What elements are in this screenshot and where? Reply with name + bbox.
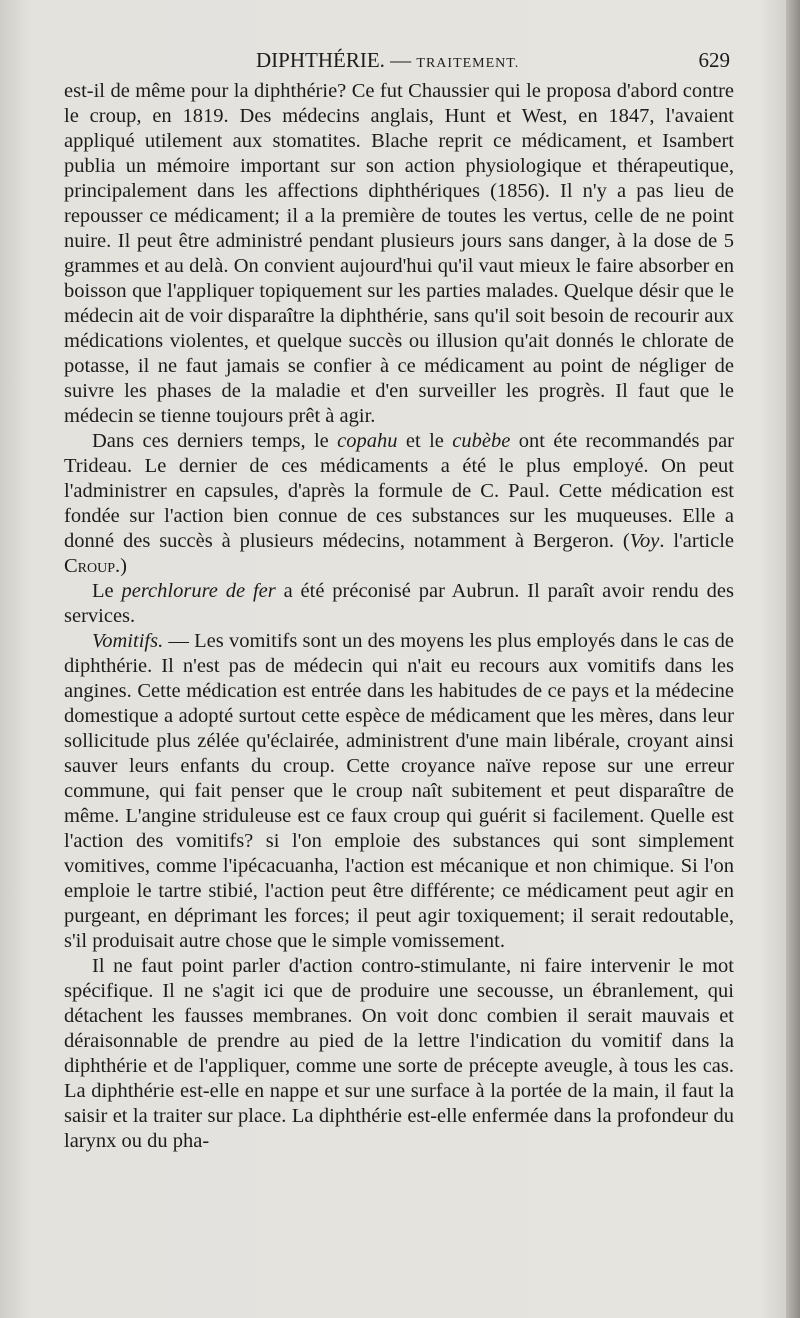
page-number: 629 <box>698 48 730 72</box>
italic-term: cubèbe <box>452 430 511 452</box>
smallcaps-reference: Croup <box>64 555 116 577</box>
running-header <box>64 44 730 76</box>
paragraph-perchlorure <box>64 579 734 629</box>
text-run: Le <box>92 580 122 602</box>
text-run: .) <box>115 555 127 577</box>
paragraph-copahu <box>64 429 734 579</box>
italic-term: perchlorure de fer <box>121 580 276 602</box>
text-run: — Les vomitifs sont un des moyens les plus employés dans le cas de diphthérie. Il n'est pas de médecin qui n'ait eu recours aux vomitifs dans les angines. Cette médication est entrée dans les habitudes de ce pays et la médecine domestique a adopté surtout cette espèce de médicament que les mères, dans leur sollicitude plus zélée qu'éclairée, administrent d'une main libérale, croyant ainsi sauver leurs enfants du croup. Cette croyance naïve repose sur une erreur commune, qui fait penser que le croup naît subitement et peut disparaître de même. L'angine striduleuse est ce faux croup qui guérit si facilement. Quelle est l'action des vomitifs? si l'on emploie des substances qui sont simplement vomitives, comme l'ipécacuanha, l'action est mécanique et non chimique. Si l'on emploie le tartre stibié, l'action peut être différente; ce médicament peut agir en purgeant, en déprimant les forces; il peut agir toxiquement; il serait redoutable, s'il produisait autre chose que le simple vomissement. <box>64 630 734 952</box>
text-run: et le <box>397 430 453 452</box>
header-title: DIPHTHÉRIE. <box>256 48 385 72</box>
text-run: a été préconisé par Aubrun. Il paraît avoir rendu des services. <box>64 580 734 627</box>
header-title-group <box>256 44 519 80</box>
body-text <box>64 79 734 1154</box>
page-edge-shadow <box>786 0 800 1318</box>
paragraph-vomitifs <box>64 629 734 954</box>
text-run: ont éte recommandés par Trideau. Le dernier de ces médicaments a été le plus employé. On peut l'administrer en capsules, d'après la formule de C. Paul. Cette médication est fondée sur l'action bien connue de ces substances sur les muqueuses. Elle a donné des succès à plusieurs médecins, notamment à Bergeron. ( <box>64 430 735 552</box>
paragraph-chlorate <box>64 79 734 429</box>
header-section: TRAITEMENT. <box>416 56 520 71</box>
paragraph-contro-stimulante <box>64 954 734 1154</box>
text-run: . l'article <box>659 530 734 552</box>
paragraph-text: Il ne faut point parler d'action contro-stimulante, ni faire intervenir le mot spécifique. Il ne s'agit ici que de produire une secousse, un ébranlement, qui détachent les fausses membranes. On voit donc combien il serait mauvais et déraisonnable de prendre au pied de la lettre l'indication du vomitif dans la diphthérie et de l'appliquer, comme une sorte de précepte aveugle, à tous les cas. La diphthérie est-elle en nappe et sur une surface à la portée de la main, il faut la saisir et la traiter sur place. La diphthérie est-elle enfermée dans la profondeur du larynx ou du pha- <box>64 955 734 1152</box>
italic-term: Voy <box>629 530 660 552</box>
paragraph-text: est-il de même pour la diphthérie? Ce fut Chaussier qui le proposa d'abord contre le croup, en 1819. Des médecins anglais, Hunt et West, en 1847, l'avaient appliqué utilement aux stomatites. Blache reprit ce médicament, et Isambert publia un mémoire important sur son action physiologique et thérapeutique, principalement dans les affections diphthériques (1856). Il n'y a pas lieu de repousser ce médicament; il a la première de toutes les vertus, celle de ne point nuire. Il peut être administré pendant plusieurs jours sans danger, à la dose de 5 grammes et au delà. On convient aujourd'hui qu'il vaut mieux le faire absorber en boisson que l'appliquer topiquement sur les parties malades. Quelque désir que le médecin ait de voir disparaître la diphthérie, sans qu'il soit besoin de recourir aux médications violentes, et quelque succès ou illusion qu'ait donnés le chlorate de potasse, il ne faut jamais se confier à ce médicament au point de négliger de suivre les phases de la maladie et d'en surveiller les progrès. Il faut que le médecin se tienne toujours prêt à agir. <box>64 80 734 427</box>
section-heading-italic: Vomitifs. <box>92 630 164 652</box>
header-dash: — <box>390 48 412 72</box>
italic-term: copahu <box>337 430 398 452</box>
text-run: Dans ces derniers temps, le <box>92 430 338 452</box>
